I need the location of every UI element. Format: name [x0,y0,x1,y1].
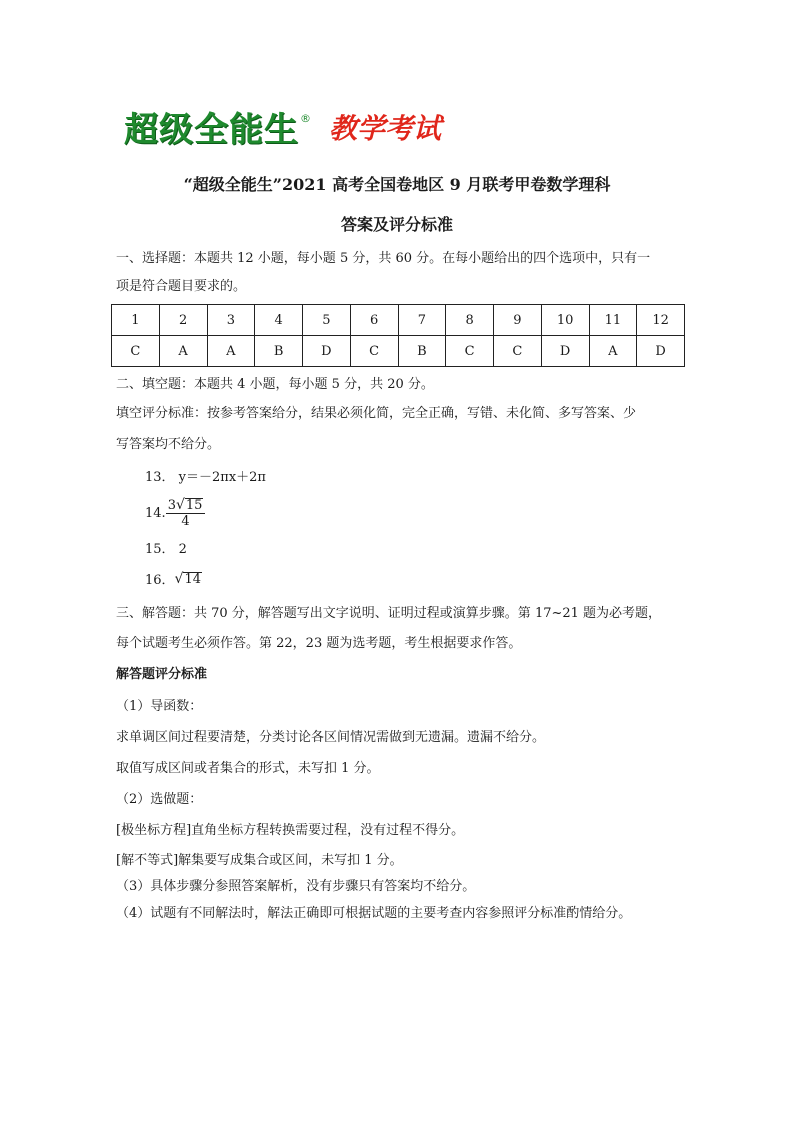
radical-sign: √ [175,497,185,513]
answer-14 [145,498,205,530]
grading-item-2a: [极坐标方程]直角坐标方程转换需要过程，没有过程不得分。 [116,823,465,838]
section3-intro-line1: 三、解答题：共 70 分，解答题写出文字说明、证明过程或演算步骤。第 17~21 题为必考题， [116,606,662,621]
fraction-denominator: 4 [181,514,190,529]
answer-cell: D [541,336,589,367]
section2-heading: 二、填空题：本题共 4 小题，每小题 5 分，共 20 分。 [116,377,434,392]
question-number: 5 [303,305,351,336]
fill-in-standard-line2: 写答案均不给分。 [116,437,221,452]
question-number: 3 [207,305,255,336]
grading-item-1: （1）导函数： [116,699,203,714]
answer-cell: A [589,336,637,367]
radical-sign: √ [174,571,184,587]
section1-intro-line1: 一、选择题：本题共 12 小题，每小题 5 分，共 60 分。在每小题给出的四个选项中，只有一 [116,251,651,266]
question-number-row [112,305,685,336]
answer-14-number: 14. [145,506,166,521]
grading-item-3: （3）具体步骤分参照答案解析，没有步骤只有答案均不给分。 [116,879,476,894]
question-number: 6 [350,305,398,336]
brand-logo [124,110,441,152]
answer-cell: C [350,336,398,367]
answer-cell: C [112,336,160,367]
logo-sub-text: 教学考试 [329,112,442,145]
answer-cell: A [159,336,207,367]
answer-16 [145,572,202,590]
question-number: 7 [398,305,446,336]
registered-mark: ® [300,112,311,125]
document-title: “超级全能生”2021 高考全国卷地区 9 月联考甲卷数学理科 [183,175,611,194]
answer-cell: A [207,336,255,367]
grading-item-1a: 求单调区间过程要清楚，分类讨论各区间情况需做到无遗漏。遗漏不给分。 [116,730,546,745]
answer-15: 15． 2 [145,542,187,557]
sqrt-expression [176,498,203,513]
question-number: 10 [541,305,589,336]
question-number: 8 [446,305,494,336]
answer-cell: C [494,336,542,367]
answer-cell: B [255,336,303,367]
section3-intro-line2: 每个试题考生必须作答。第 22，23 题为选考题，考生根据要求作答。 [116,636,522,651]
answer-cell: B [398,336,446,367]
question-number: 1 [112,305,160,336]
question-number: 11 [589,305,637,336]
grading-item-4: （4）试题有不同解法时，解法正确即可根据试题的主要考查内容参照评分标准酌情给分。 [116,906,632,921]
grading-heading: 解答题评分标准 [116,667,208,682]
coefficient: 3 [167,498,176,513]
answer-cell: D [637,336,685,367]
answer-cell: C [446,336,494,367]
grading-item-2: （2）选做题： [116,792,203,807]
radicand: 14 [184,572,202,587]
answer-16-number: 16． [145,573,175,588]
question-number: 9 [494,305,542,336]
radicand: 15 [185,498,203,513]
logo-main-text: 超级全能生 [124,110,299,150]
document-subtitle: 答案及评分标准 [340,215,453,234]
section1-intro-line2: 项是符合题目要求的。 [116,279,247,294]
question-number: 2 [159,305,207,336]
answer-13: 13． y＝－2πx＋2π [145,470,266,485]
grading-item-2b: [解不等式]解集要写成集合或区间，未写扣 1 分。 [116,853,403,868]
fraction-numerator [166,498,206,514]
answer-table [111,304,685,367]
answer-cell: D [303,336,351,367]
grading-item-1b: 取值写成区间或者集合的形式，未写扣 1 分。 [116,761,380,776]
question-number: 12 [637,305,685,336]
question-number: 4 [255,305,303,336]
answer-14-fraction [166,498,206,530]
fill-in-standard-line1: 填空评分标准：按参考答案给分，结果必须化简，完全正确，写错、未化简、多写答案、少 [116,406,637,421]
sqrt-expression [175,572,202,587]
answer-row [112,336,685,367]
